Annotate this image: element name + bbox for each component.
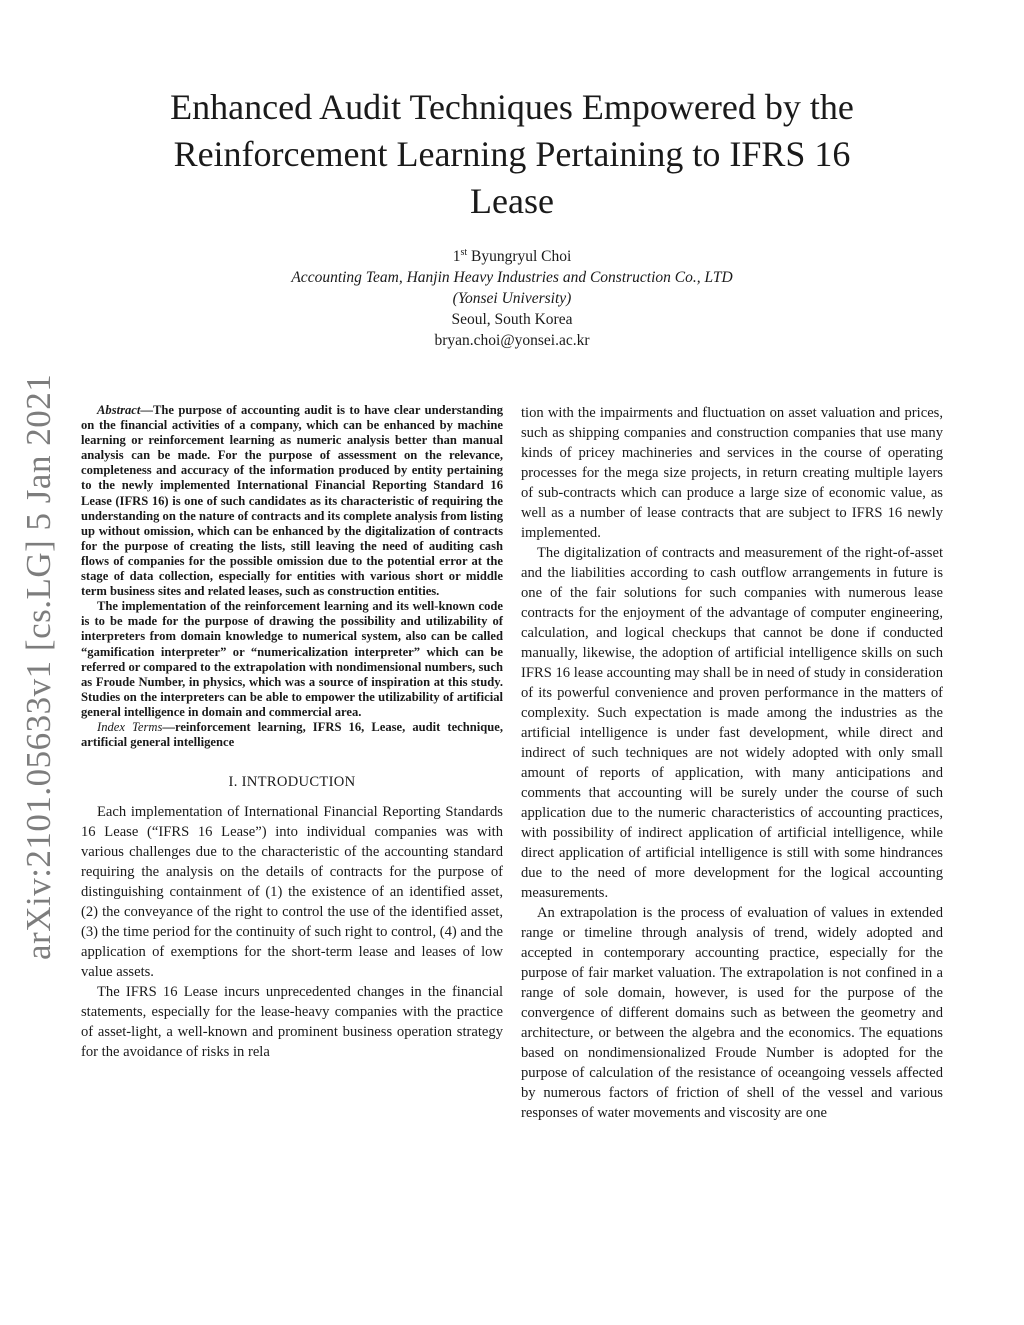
- abstract-label: Abstract: [97, 403, 141, 417]
- intro-paragraph-4: An extrapolation is the process of evaluation of values in extended range or timeline through analysis of trend, widely adopted and accepted in contemporary accounting practice, especially for the purpose of fair market valuation. The extrapolation is not confined in a range of sole domain, however, is used for the purpose of the convergence of different domains such as between the geometry and architecture, or between the algebra and the economics. The equations based on nondimensionalized Froude Number is adopted for the purpose of calculation of the resistance of oceangoing vessels affected by numerous factors of friction of shell of the vessel and various responses of water movements and viscosity are one: [521, 905, 943, 1121]
- author-ordinal: 1: [452, 248, 461, 265]
- index-terms-text: reinforcement learning, IFRS 16, Lease, audit technique, artificial general intelligence: [81, 719, 504, 750]
- abstract-paragraph-1: [81, 403, 503, 599]
- title-line-3: Lease: [470, 181, 554, 221]
- author-email[interactable]: bryan.choi@yonsei.ac.kr: [434, 332, 590, 349]
- section-title-initial: I: [241, 774, 247, 791]
- section-title-rest: NTRODUCTION: [246, 774, 356, 791]
- author-location: Seoul, South Korea: [451, 311, 573, 328]
- section-number: I.: [228, 774, 242, 791]
- paper-title: [80, 84, 944, 225]
- author-name: Byungryul Choi: [470, 248, 572, 265]
- title-line-1: Enhanced Audit Techniques Empowered by the: [170, 87, 854, 127]
- section-heading-introduction: [81, 772, 503, 792]
- right-column: [521, 403, 943, 1123]
- index-terms-dash: —: [162, 719, 175, 734]
- index-terms-label: Index Terms: [97, 719, 163, 734]
- author-affiliation: Accounting Team, Hanjin Heavy Industries and Construction Co., LTD: [291, 269, 733, 286]
- abstract-dash: —: [140, 403, 153, 417]
- title-line-2: Reinforcement Learning Pertaining to IFRS 16: [173, 134, 851, 174]
- author-ordinal-suffix: st: [460, 246, 468, 258]
- intro-paragraph-1: Each implementation of International Financial Reporting Standards 16 Lease (“IFRS 16 Lease”) into individual companies was with various challenges due to the characteristic of the accounting standard requiring the analysis on the details of contracts for the purpose of distinguishing containment of (1) the existence of an identified asset, (2) the conveyance of the right to control the use of the identified asset, (3) the time period for the continuity of such right to control, (4) and the application of exemptions for the short-term lease and leases of low value assets.: [81, 804, 503, 981]
- abstract: [81, 403, 503, 720]
- left-column: [81, 403, 503, 1062]
- intro-paragraph-2-continued: tion with the impairments and fluctuation on asset valuation and prices, such as shipping companies and construction companies that use many kinds of pricey machineries and services in the course of operating processes for the mega size projects, in return creating multiple layers of sub-contracts which can produce a large size of economic value, as well as a number of lease contracts that are subject to IFRS 16 newly implemented.: [521, 405, 943, 541]
- author-university: (Yonsei University): [452, 290, 572, 307]
- intro-paragraph-2: The IFRS 16 Lease incurs unprecedented changes in the financial statements, especially for the lease-heavy companies with the practice of asset-light, a well-known and prominent business operation strategy for the avoidance of risks in rela: [81, 984, 503, 1061]
- introduction-body: [81, 802, 503, 1062]
- abstract-text-1: The purpose of accounting audit is to have clear understanding on the financial activities of a company, which can be enhanced by machine learning or reinforcement learning as numeric analysis better than manual analysis can be made. For the purpose of assessment on the relevance, completeness and accuracy of the information produced by entity pertaining to the newly implemented International Financial Reporting Standard 16 Lease (IFRS 16) is one of such candidates as its characteristic of requiring the understanding on the nature of contracts and its complete analysis from listing up without omission, which can be enhanced by the digitalization of contracts for the purpose of creating the lists, still leaving the need of auditing cash flows of companies for the possible omission due to the potential error at the stage of data collection, especially for entities with various short or middle term business sites and related leases, such as construction entities.: [81, 403, 503, 599]
- index-terms: [81, 720, 503, 750]
- author-name-line: [200, 246, 824, 267]
- author-block: [200, 246, 824, 351]
- arxiv-identifier-stamp[interactable]: arXiv:2101.05633v1 [cs.LG] 5 Jan 2021: [19, 373, 58, 960]
- abstract-paragraph-2: The implementation of the reinforcement learning and its well-known code is to be made for the purpose of drawing the possibility and utilizability of interpreters from domain knowledge to numerical system, also can be called “gamification interpreter” or “numericalization interpreter” which can be referred or compared to the extrapolation with nondimensional numbers, such as Froude Number, in physics, which was a source of inspiration at this study. Studies on the interpreters can be able to empower the utilizability of artificial general intelligence in domain and commercial area.: [81, 599, 503, 719]
- intro-paragraph-3: The digitalization of contracts and measurement of the right-of-asset and the liabilities according to cash outflow arrangements in future is one of the fair solutions for such companies with numerous lease contracts for the enjoyment of the advantage of computer engineering, calculation, and logical checkups that cannot be done if conducted manually, likewise, the adoption of artificial intelligence skills on such IFRS 16 lease accounting may shall be in need of study in consideration of its powerful convenience and proven performance in the matters of complexity. Such expectation is made among the industries as the artificial intelligence is under fast development, while direct and indirect of such techniques are not widely adopted with only small amount of reports of application, with many anticipations and comments that accounting will be surely under the course of such application due to the numeric characteristics of accounting practices, with possibility of indirect application of artificial intelligence, while direct application of artificial intelligence is still with some hindrances due to the need of more development for the logical accounting measurements.: [521, 545, 943, 901]
